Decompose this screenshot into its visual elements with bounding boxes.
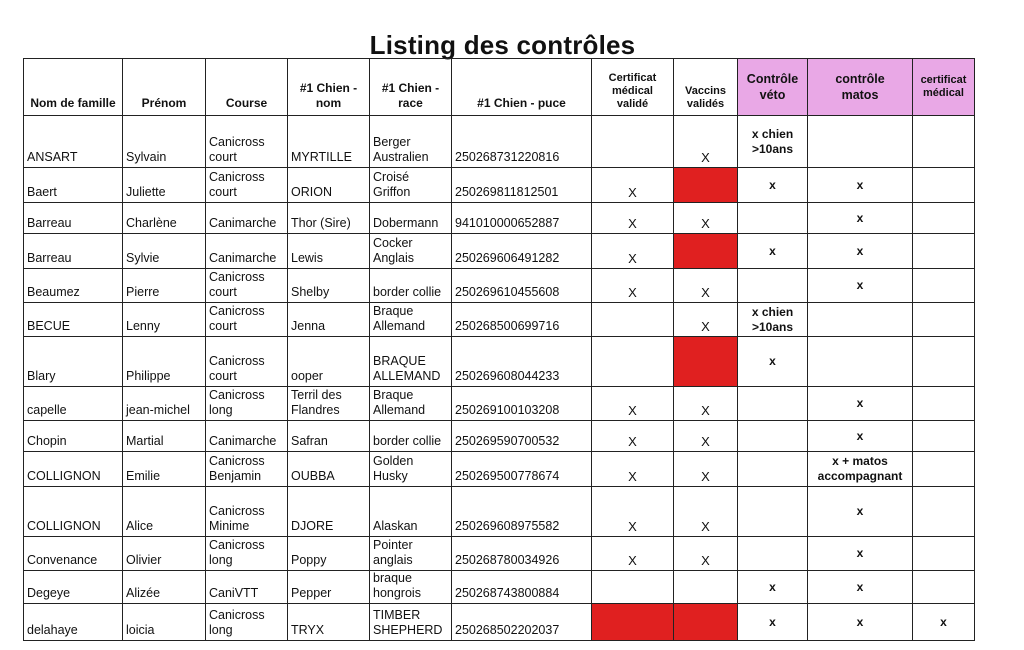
cell-veto: x	[738, 604, 808, 641]
cell-course: Canicross Benjamin	[206, 452, 288, 487]
cell-race: Dobermann	[370, 203, 452, 234]
cell-matos: x	[808, 203, 913, 234]
cell-vaccins	[674, 234, 738, 269]
table-row	[24, 387, 975, 421]
cell-puce: 250269606491282	[452, 234, 592, 269]
cell-certif	[592, 604, 674, 641]
cell-prenom: Alizée	[123, 571, 206, 604]
cell-nom: Barreau	[24, 234, 123, 269]
cell-veto: x	[738, 234, 808, 269]
cell-puce: 250269610455608	[452, 269, 592, 303]
cell-prenom: loicia	[123, 604, 206, 641]
col-header-controle-veto: Contrôle véto	[738, 59, 808, 116]
cell-course: Canicross long	[206, 387, 288, 421]
cell-certif2	[913, 269, 975, 303]
cell-chien: Safran	[288, 421, 370, 452]
cell-veto: x	[738, 571, 808, 604]
cell-chien: ORION	[288, 168, 370, 203]
cell-matos: x	[808, 604, 913, 641]
table-row	[24, 269, 975, 303]
cell-certif2	[913, 337, 975, 387]
cell-prenom: Philippe	[123, 337, 206, 387]
cell-veto: x	[738, 337, 808, 387]
cell-puce: 250269100103208	[452, 387, 592, 421]
cell-vaccins: X	[674, 303, 738, 337]
table-row	[24, 452, 975, 487]
cell-matos: x	[808, 269, 913, 303]
cell-puce: 250268502202037	[452, 604, 592, 641]
cell-prenom: Alice	[123, 487, 206, 537]
col-header-chien-race: #1 Chien - race	[370, 59, 452, 116]
cell-race: Braque Allemand	[370, 387, 452, 421]
cell-vaccins	[674, 337, 738, 387]
cell-vaccins	[674, 571, 738, 604]
cell-prenom: Juliette	[123, 168, 206, 203]
cell-certif2	[913, 421, 975, 452]
table-row	[24, 234, 975, 269]
cell-veto: x chien >10ans	[738, 303, 808, 337]
cell-nom: ANSART	[24, 116, 123, 168]
cell-certif2	[913, 537, 975, 571]
cell-veto	[738, 421, 808, 452]
cell-race: Berger Australien	[370, 116, 452, 168]
controls-table	[23, 58, 975, 641]
cell-vaccins: X	[674, 537, 738, 571]
cell-matos: x	[808, 387, 913, 421]
cell-puce: 250269500778674	[452, 452, 592, 487]
table-row	[24, 421, 975, 452]
cell-course: Canicross court	[206, 116, 288, 168]
cell-puce: 250268500699716	[452, 303, 592, 337]
cell-matos: x	[808, 234, 913, 269]
cell-certif2	[913, 571, 975, 604]
cell-nom: capelle	[24, 387, 123, 421]
cell-course: Canicross Minime	[206, 487, 288, 537]
cell-certif2	[913, 487, 975, 537]
cell-nom: Barreau	[24, 203, 123, 234]
cell-certif: X	[592, 387, 674, 421]
cell-nom: BECUE	[24, 303, 123, 337]
cell-vaccins	[674, 604, 738, 641]
table-row	[24, 537, 975, 571]
cell-certif	[592, 303, 674, 337]
table-row	[24, 487, 975, 537]
cell-puce: 941010000652887	[452, 203, 592, 234]
cell-prenom: Emilie	[123, 452, 206, 487]
cell-certif2	[913, 168, 975, 203]
cell-chien: Lewis	[288, 234, 370, 269]
cell-veto	[738, 537, 808, 571]
cell-certif: X	[592, 269, 674, 303]
col-header-course: Course	[206, 59, 288, 116]
cell-vaccins	[674, 168, 738, 203]
cell-veto	[738, 269, 808, 303]
cell-certif2	[913, 234, 975, 269]
cell-matos: x	[808, 168, 913, 203]
cell-veto	[738, 487, 808, 537]
cell-matos: x	[808, 487, 913, 537]
table-row	[24, 604, 975, 641]
cell-race: Cocker Anglais	[370, 234, 452, 269]
cell-nom: Convenance	[24, 537, 123, 571]
col-header-nom: Nom de famille	[24, 59, 123, 116]
col-header-chien-puce: #1 Chien - puce	[452, 59, 592, 116]
cell-race: Golden Husky	[370, 452, 452, 487]
table-row	[24, 116, 975, 168]
cell-vaccins: X	[674, 203, 738, 234]
col-header-vaccins: Vaccins validés	[674, 59, 738, 116]
cell-chien: Poppy	[288, 537, 370, 571]
cell-race: Pointer anglais	[370, 537, 452, 571]
cell-nom: Beaumez	[24, 269, 123, 303]
col-header-chien-nom: #1 Chien - nom	[288, 59, 370, 116]
cell-prenom: jean-michel	[123, 387, 206, 421]
cell-certif: X	[592, 203, 674, 234]
cell-prenom: Sylvie	[123, 234, 206, 269]
cell-veto	[738, 203, 808, 234]
cell-nom: Blary	[24, 337, 123, 387]
cell-puce: 250268780034926	[452, 537, 592, 571]
cell-certif: X	[592, 487, 674, 537]
cell-certif: X	[592, 168, 674, 203]
cell-race: Croisé Griffon	[370, 168, 452, 203]
col-header-certificat-medical: certificat médical	[913, 59, 975, 116]
col-header-prenom: Prénom	[123, 59, 206, 116]
table-row	[24, 337, 975, 387]
header-row	[24, 59, 975, 116]
cell-certif: X	[592, 234, 674, 269]
cell-chien: MYRTILLE	[288, 116, 370, 168]
cell-chien: DJORE	[288, 487, 370, 537]
cell-certif2	[913, 387, 975, 421]
cell-chien: Jenna	[288, 303, 370, 337]
cell-certif	[592, 116, 674, 168]
cell-course: Canicross long	[206, 604, 288, 641]
cell-prenom: Charlène	[123, 203, 206, 234]
cell-matos: x	[808, 421, 913, 452]
cell-certif	[592, 571, 674, 604]
table-body	[24, 116, 975, 641]
cell-matos: x + matos accompagnant	[808, 452, 913, 487]
cell-certif2	[913, 116, 975, 168]
col-header-certificat-valide: Certificat médical validé	[592, 59, 674, 116]
cell-course: Canicross court	[206, 168, 288, 203]
cell-certif2: x	[913, 604, 975, 641]
cell-course: Canicross court	[206, 303, 288, 337]
table-row	[24, 571, 975, 604]
page-title: Listing des contrôles	[369, 30, 636, 60]
cell-nom: delahaye	[24, 604, 123, 641]
cell-certif	[592, 337, 674, 387]
cell-prenom: Sylvain	[123, 116, 206, 168]
cell-puce: 250268743800884	[452, 571, 592, 604]
cell-chien: Thor (Sire)	[288, 203, 370, 234]
cell-prenom: Lenny	[123, 303, 206, 337]
cell-nom: COLLIGNON	[24, 452, 123, 487]
cell-race: Alaskan	[370, 487, 452, 537]
col-header-controle-matos: contrôle matos	[808, 59, 913, 116]
cell-nom: COLLIGNON	[24, 487, 123, 537]
cell-course: Canimarche	[206, 234, 288, 269]
cell-race: braque hongrois	[370, 571, 452, 604]
cell-certif: X	[592, 421, 674, 452]
cell-course: CaniVTT	[206, 571, 288, 604]
cell-certif2	[913, 303, 975, 337]
cell-vaccins: X	[674, 421, 738, 452]
cell-race: TIMBER SHEPHERD	[370, 604, 452, 641]
cell-matos: x	[808, 537, 913, 571]
cell-race: border collie	[370, 421, 452, 452]
cell-veto	[738, 452, 808, 487]
cell-vaccins: X	[674, 116, 738, 168]
cell-veto: x chien >10ans	[738, 116, 808, 168]
cell-vaccins: X	[674, 452, 738, 487]
cell-course: Canimarche	[206, 421, 288, 452]
cell-race: BRAQUE ALLEMAND	[370, 337, 452, 387]
cell-course: Canicross court	[206, 269, 288, 303]
cell-course: Canicross long	[206, 537, 288, 571]
table-row	[24, 303, 975, 337]
cell-chien: OUBBA	[288, 452, 370, 487]
cell-matos	[808, 337, 913, 387]
cell-nom: Chopin	[24, 421, 123, 452]
cell-veto	[738, 387, 808, 421]
cell-chien: TRYX	[288, 604, 370, 641]
table-row	[24, 168, 975, 203]
cell-vaccins: X	[674, 487, 738, 537]
cell-course: Canimarche	[206, 203, 288, 234]
cell-matos	[808, 303, 913, 337]
cell-nom: Baert	[24, 168, 123, 203]
table-row	[24, 203, 975, 234]
cell-chien: ooper	[288, 337, 370, 387]
cell-certif2	[913, 452, 975, 487]
cell-matos	[808, 116, 913, 168]
cell-race: border collie	[370, 269, 452, 303]
cell-matos: x	[808, 571, 913, 604]
cell-chien: Pepper	[288, 571, 370, 604]
cell-puce: 250269608044233	[452, 337, 592, 387]
cell-vaccins: X	[674, 387, 738, 421]
cell-puce: 250269608975582	[452, 487, 592, 537]
cell-chien: Terril des Flandres	[288, 387, 370, 421]
cell-prenom: Olivier	[123, 537, 206, 571]
cell-puce: 250268731220816	[452, 116, 592, 168]
cell-certif: X	[592, 537, 674, 571]
cell-course: Canicross court	[206, 337, 288, 387]
cell-race: Braque Allemand	[370, 303, 452, 337]
cell-puce: 250269590700532	[452, 421, 592, 452]
cell-prenom: Martial	[123, 421, 206, 452]
cell-prenom: Pierre	[123, 269, 206, 303]
cell-certif: X	[592, 452, 674, 487]
cell-nom: Degeye	[24, 571, 123, 604]
cell-chien: Shelby	[288, 269, 370, 303]
cell-veto: x	[738, 168, 808, 203]
cell-vaccins: X	[674, 269, 738, 303]
cell-puce: 250269811812501	[452, 168, 592, 203]
cell-certif2	[913, 203, 975, 234]
